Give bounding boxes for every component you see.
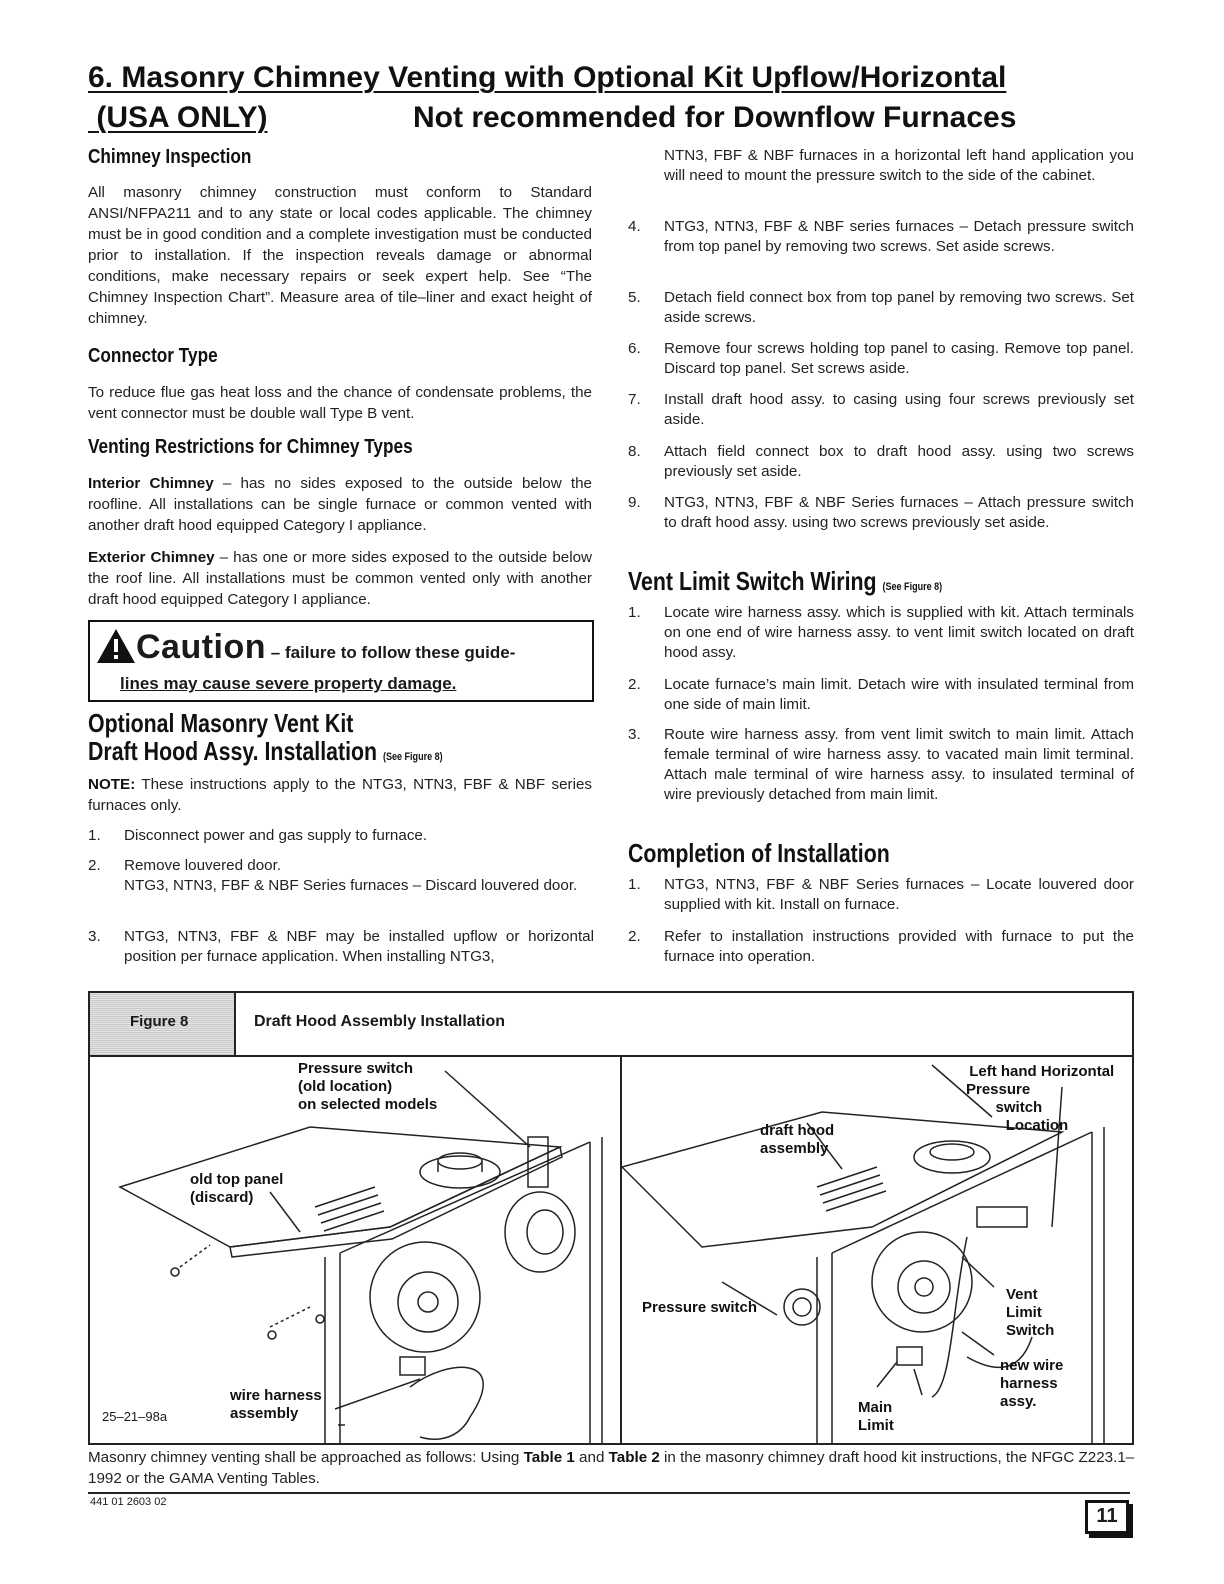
- list-item: 2. Remove louvered door. NTG3, NTN3, FBF & NBF Series furnaces – Discard louvered door.: [88, 857, 578, 894]
- list-item: 3. NTG3, NTN3, FBF & NBF may be installed upflow or horizontal position per furnace application. When installing NTG3,: [88, 928, 594, 965]
- interior-chimney-label: Interior Chimney: [88, 475, 214, 492]
- figure-8: [88, 991, 1134, 1445]
- table-1-ref: Table 1: [523, 1449, 575, 1466]
- figure-tag: Figure 8: [90, 993, 236, 1057]
- pressure-switch-old-label: Pressure switch (old location) on selected models: [298, 1060, 438, 1113]
- old-top-panel-label: old top panel (discard): [190, 1171, 284, 1206]
- footer-rule: [88, 1492, 1130, 1494]
- page-title: [88, 60, 1138, 96]
- see-figure-8-ref: (See Figure 8): [382, 751, 443, 763]
- caution-line-1: – failure to follow these guide-: [266, 643, 516, 662]
- part-number: 441 01 2603 02: [90, 1496, 167, 1508]
- page-subtitle: [88, 100, 1138, 136]
- interior-chimney-text: Interior Chimney – has no sides exposed to the outside below the roofline. All installations can be single furnace or common vented with another draft hood equipped Category I appliance.: [88, 475, 592, 534]
- completion-heading: Completion of Installation: [628, 838, 890, 868]
- table-2-ref: Table 2: [608, 1449, 660, 1466]
- draft-hood-heading: Draft Hood Assy. Installation (See Figure 8): [88, 736, 443, 766]
- caution-word: Caution: [136, 628, 267, 666]
- list-item: 1. Disconnect power and gas supply to furnace.: [88, 827, 428, 844]
- chimney-inspection-text: All masonry chimney construction must conform to Standard ANSI/NFPA211 and to any state or local codes applicable. The chimney must be in good condition and a complete investigation must be conducted prior to installation. If the inspection reveals damage or abnormal conditions, make necessary repairs or seek expert help. See “The Chimney Inspection Chart”. Measure area of tile–liner and exact height of chimney.: [88, 184, 592, 327]
- venting-restrictions-heading: Venting Restrictions for Chimney Types: [88, 436, 413, 458]
- vent-limit-heading: Vent Limit Switch Wiring (See Figure 8): [628, 566, 943, 596]
- draft-hood-assembly-label: draft hood assembly: [760, 1122, 835, 1157]
- continued-text: NTN3, FBF & NBF furnaces in a horizontal left hand application you will need to mount the pressure switch to the side of the cabinet.: [664, 147, 1134, 184]
- caution-box: [88, 620, 594, 702]
- warning-triangle-icon: [96, 628, 136, 664]
- chimney-inspection-heading: Chimney Inspection: [88, 146, 252, 168]
- exterior-chimney-label: Exterior Chimney: [88, 549, 215, 566]
- optional-kit-heading: Optional Masonry Vent Kit: [88, 708, 354, 738]
- new-wire-harness-label: new wire harness assy.: [1000, 1357, 1064, 1410]
- title-line-1: 6. Masonry Chimney Venting with Optional Kit Upflow/Horizontal: [88, 61, 1007, 94]
- main-limit-label: Main Limit: [858, 1399, 894, 1434]
- usa-only-label: (USA ONLY): [96, 101, 268, 134]
- caution-line-2: lines may cause severe property damage.: [120, 674, 457, 693]
- page-number-box: [1085, 1500, 1129, 1534]
- old-configuration-illustration: [90, 1057, 618, 1443]
- figure-title: Draft Hood Assembly Installation: [254, 1013, 505, 1030]
- downflow-warning: Not recommended for Downflow Furnaces: [413, 101, 1017, 134]
- vent-limit-switch-label: Vent Limit Switch: [1006, 1286, 1055, 1339]
- masonry-note: Masonry chimney venting shall be approached as follows: Using Table 1 and Table 2 in the masonry chimney draft hood kit instructions, the NFGC Z223.1–1992 or the GAMA Venting Tables.: [88, 1449, 1135, 1487]
- connector-type-heading: Connector Type: [88, 345, 218, 367]
- page-number: 11: [1096, 1505, 1118, 1527]
- pressure-switch-new-label: Pressure switch: [642, 1299, 758, 1316]
- wire-harness-label: wire harness assembly: [230, 1387, 322, 1422]
- left-hand-horizontal-label: Left hand Horizontal Pressure switch Location: [966, 1063, 1115, 1134]
- connector-type-text: To reduce flue gas heat loss and the chance of condensate problems, the vent connector must be double wall Type B vent.: [88, 384, 592, 422]
- figure-code: 25–21–98a: [102, 1409, 168, 1424]
- note-label: NOTE:: [88, 776, 136, 793]
- exterior-chimney-text: Exterior Chimney – has one or more sides exposed to the outside below the roof line. All installations must be common vented only with another draft hood equipped Category I appliance.: [88, 549, 592, 608]
- note-text: NOTE: These instructions apply to the NTG3, NTN3, FBF & NBF series furnaces only.: [88, 776, 592, 814]
- see-figure-8-ref: (See Figure 8): [882, 581, 943, 593]
